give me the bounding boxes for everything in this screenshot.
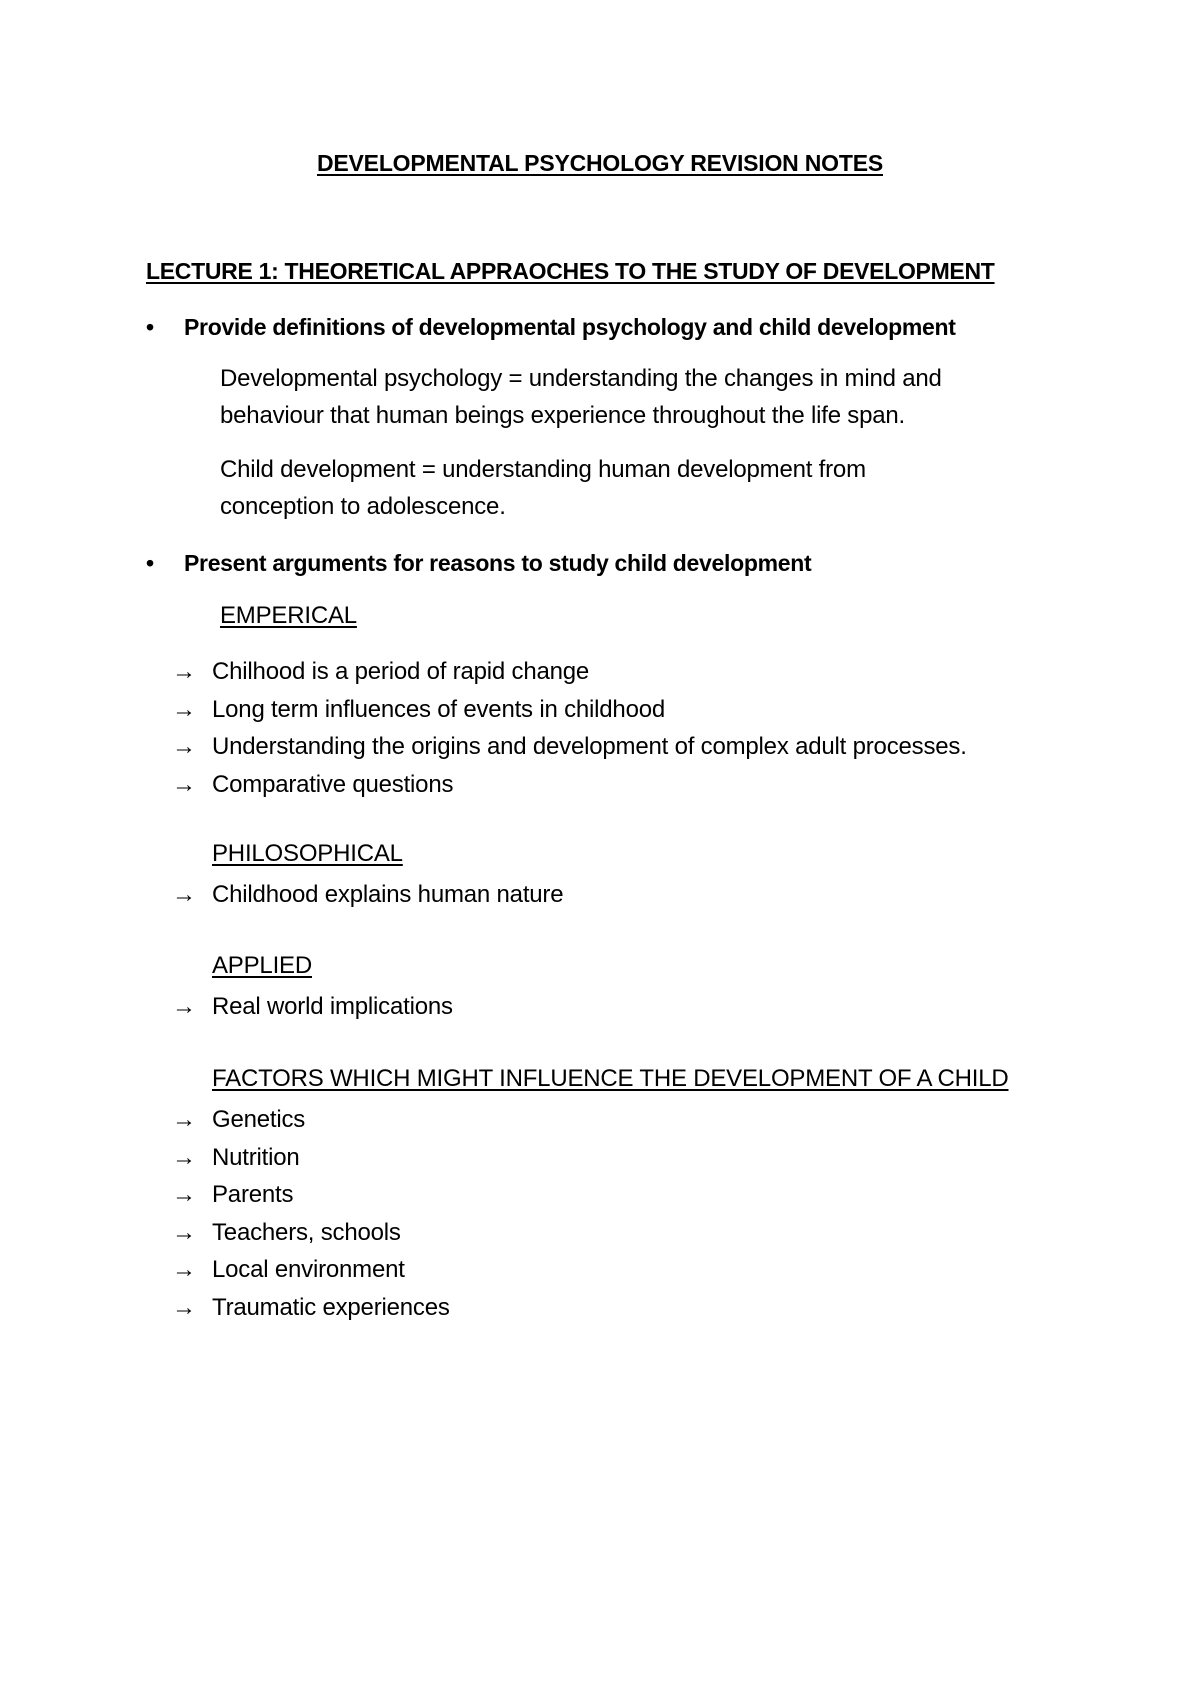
applied-list: [172, 988, 453, 1026]
list-item: → Understanding the origins and development of complex adult processes.: [172, 728, 967, 766]
bullet-icon: •: [146, 314, 154, 340]
arrow-icon: →: [172, 1293, 196, 1321]
arrow-icon: →: [172, 658, 196, 685]
definition-developmental-psychology: [220, 360, 942, 434]
factors-list: [172, 1101, 450, 1326]
philosophical-list: [172, 876, 563, 914]
list-item: → Nutrition: [172, 1139, 450, 1177]
section-heading-philosophical: PHILOSOPHICAL: [212, 840, 403, 867]
section-heading-applied: APPLIED: [212, 952, 312, 979]
list-item: → Real world implications: [172, 988, 453, 1026]
list-item: → Genetics: [172, 1101, 450, 1139]
list-item: → Traumatic experiences: [172, 1289, 450, 1327]
list-item: → Comparative questions: [172, 766, 967, 804]
arrow-icon: →: [172, 1256, 196, 1283]
definition-line: behaviour that human beings experience throughout the life span.: [220, 402, 906, 429]
list-item: → Parents: [172, 1176, 450, 1214]
arrow-icon: →: [172, 1143, 196, 1171]
arrow-icon: →: [172, 1106, 196, 1133]
list-item: → Long term influences of events in childhood: [172, 691, 967, 729]
list-item: → Childhood explains human nature: [172, 876, 563, 914]
section-heading-factors: FACTORS WHICH MIGHT INFLUENCE THE DEVELOPMENT OF A CHILD: [212, 1065, 1009, 1092]
definition-line: Developmental psychology = understanding the changes in mind and: [220, 365, 942, 392]
bullet-icon: •: [146, 550, 154, 576]
arrow-icon: →: [172, 695, 196, 723]
list-item: → Teachers, schools: [172, 1214, 450, 1252]
definition-line: Child development = understanding human development from: [220, 456, 866, 483]
definition-line: conception to adolescence.: [220, 493, 506, 520]
bullet-definitions: [146, 314, 956, 341]
arrow-icon: →: [172, 993, 196, 1020]
bullet-text: Provide definitions of developmental psychology and child development: [184, 314, 956, 340]
list-item: → Local environment: [172, 1251, 450, 1289]
page-title: DEVELOPMENTAL PSYCHOLOGY REVISION NOTES: [316, 150, 883, 176]
arrow-icon: →: [172, 1181, 196, 1208]
lecture-heading: LECTURE 1: THEORETICAL APPRAOCHES TO THE STUDY OF DEVELOPMENT: [146, 258, 995, 284]
bullet-arguments: [146, 550, 811, 577]
list-item: → Chilhood is a period of rapid change: [172, 653, 967, 691]
section-heading-emperical: EMPERICAL: [220, 602, 357, 629]
definition-child-development: [220, 451, 866, 525]
arrow-icon: →: [172, 881, 196, 908]
arrow-icon: →: [172, 1218, 196, 1246]
arrow-icon: →: [172, 770, 196, 798]
arrow-icon: →: [172, 733, 196, 760]
bullet-text: Present arguments for reasons to study child development: [184, 550, 812, 576]
emperical-list: [172, 653, 967, 803]
